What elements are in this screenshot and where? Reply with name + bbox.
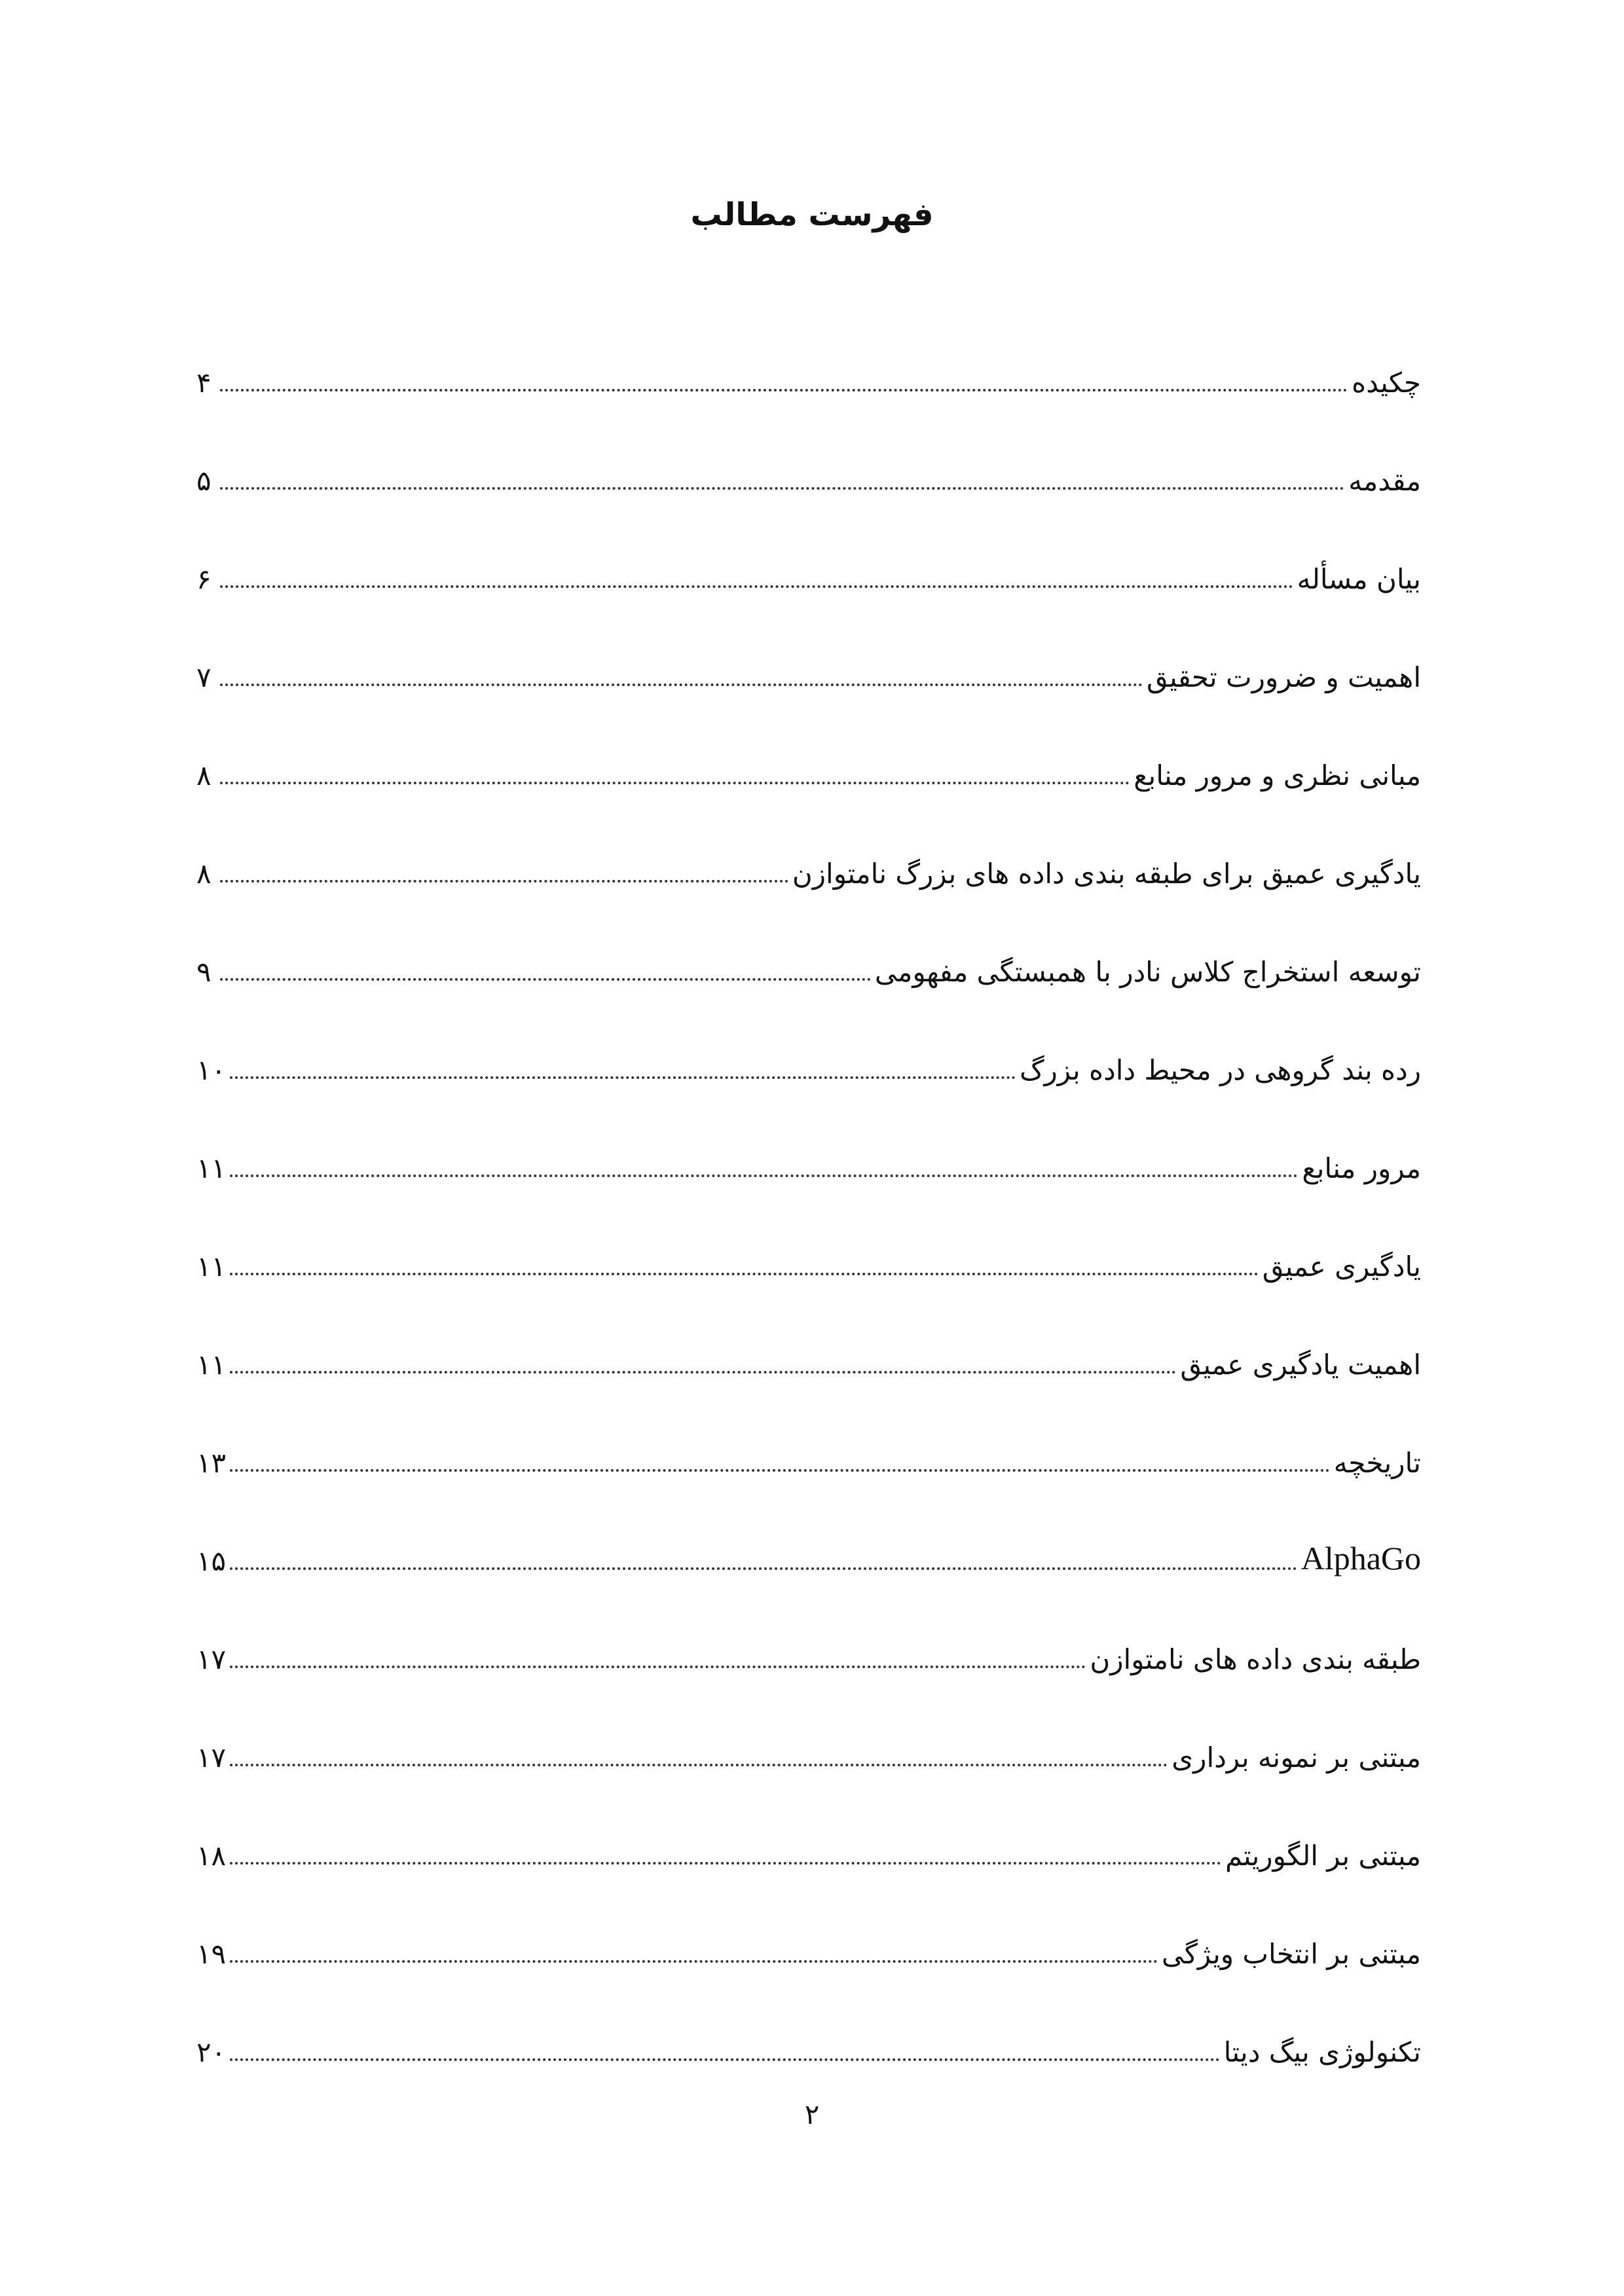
- toc-entry[interactable]: [196, 301, 1421, 399]
- toc-entry[interactable]: [196, 1480, 1421, 1578]
- toc-entry-page: ۱۱: [196, 1250, 227, 1283]
- dot-leader: [220, 880, 788, 883]
- toc-entry[interactable]: [196, 1872, 1421, 1971]
- dot-leader: [220, 585, 1293, 588]
- toc-entry-page: ۱۵: [196, 1544, 227, 1577]
- toc-entry-page: ۷: [196, 661, 212, 693]
- toc-entry-label: اهمیت یادگیری عمیق: [1180, 1348, 1421, 1381]
- toc-entry-label: طبقه بندی داده های نامتوازن: [1090, 1643, 1421, 1675]
- toc-entry-label: مبتنی بر نمونه برداری: [1172, 1741, 1421, 1774]
- toc-entry-page: ۱۳: [196, 1446, 227, 1479]
- toc-entry-label: مبانی نظری و مرور منابع: [1134, 759, 1421, 792]
- toc-entry-page: ۱۱: [196, 1152, 227, 1184]
- toc-entry[interactable]: [196, 498, 1421, 596]
- toc-entry[interactable]: [196, 989, 1421, 1087]
- toc-entry-label: چکیده: [1352, 366, 1421, 399]
- toc-entry[interactable]: [196, 1087, 1421, 1185]
- toc-entry-label: مرور منابع: [1302, 1152, 1421, 1184]
- dot-leader: [230, 1567, 1297, 1570]
- toc-entry-label: مبتنی بر الگوریتم: [1225, 1839, 1421, 1872]
- toc-entry-label: رده بند گروهی در محیط داده بزرگ: [1019, 1053, 1421, 1086]
- toc-entry-label: AlphaGo: [1301, 1540, 1421, 1576]
- toc-entry-page: ۱۸: [196, 1839, 227, 1872]
- dot-leader: [230, 1175, 1298, 1177]
- toc-entry[interactable]: [196, 1971, 1421, 2069]
- dot-leader: [230, 1960, 1158, 1963]
- dot-leader: [220, 782, 1130, 784]
- toc-entry-label: توسعه استخراج کلاس نادر با همبستگی مفهومی: [874, 955, 1421, 988]
- toc-entry-page: ۱۱: [196, 1348, 227, 1381]
- toc-entry-page: ۶: [196, 562, 212, 595]
- dot-leader: [220, 389, 1348, 392]
- toc-entry-label: تاریخچه: [1333, 1446, 1421, 1479]
- dot-leader: [230, 1273, 1259, 1275]
- toc-entry[interactable]: [196, 1283, 1421, 1381]
- dot-leader: [230, 1469, 1330, 1472]
- toc-entry[interactable]: [196, 1774, 1421, 1872]
- toc-entry-label: اهمیت و ضرورت تحقیق: [1146, 661, 1421, 693]
- dot-leader: [230, 1764, 1168, 1766]
- dot-leader: [230, 1076, 1016, 1079]
- toc-title: فهرست مطالب: [690, 196, 934, 233]
- toc-entry-page: ۱۹: [196, 1937, 227, 1970]
- toc-entry[interactable]: [196, 1578, 1421, 1676]
- toc-entry-label: تکنولوژی بیگ دیتا: [1223, 2035, 1421, 2068]
- toc-entry[interactable]: [196, 596, 1421, 694]
- toc-entry-label: بیان مسأله: [1297, 562, 1421, 595]
- toc-entry-page: ۱۷: [196, 1741, 227, 1774]
- dot-leader: [230, 1666, 1086, 1668]
- toc-entry[interactable]: [196, 399, 1421, 498]
- dot-leader: [220, 683, 1143, 686]
- dot-leader: [220, 978, 871, 981]
- toc-entry-page: ۲۰: [196, 2035, 227, 2068]
- toc-entry-page: ۹: [196, 955, 212, 988]
- toc-entry[interactable]: [196, 890, 1421, 989]
- page-number: ۲: [804, 2098, 820, 2130]
- toc-entry[interactable]: [196, 792, 1421, 890]
- dot-leader: [230, 1862, 1221, 1865]
- toc-entry-label: یادگیری عمیق: [1262, 1250, 1421, 1283]
- toc-entry[interactable]: [196, 1676, 1421, 1774]
- toc-entry-label: یادگیری عمیق برای طبقه بندی داده های بزرگ نامتوازن: [792, 857, 1421, 890]
- toc-entry-page: ۸: [196, 759, 212, 792]
- toc-entry-page: ۱۰: [196, 1053, 227, 1086]
- toc-entry[interactable]: [196, 694, 1421, 792]
- dot-leader: [230, 1371, 1176, 1374]
- toc-entry-page: ۱۷: [196, 1643, 227, 1675]
- dot-leader: [230, 2058, 1219, 2061]
- toc-entry-page: ۸: [196, 857, 212, 890]
- toc-entry-page: ۵: [196, 464, 212, 497]
- toc-entry[interactable]: [196, 1381, 1421, 1480]
- toc-entry-label: مبتنی بر انتخاب ویژگی: [1161, 1937, 1421, 1970]
- toc-entry-label: مقدمه: [1348, 464, 1421, 497]
- toc-entry-page: ۴: [196, 366, 212, 399]
- table-of-contents: [196, 301, 1421, 2069]
- toc-entry[interactable]: [196, 1185, 1421, 1283]
- dot-leader: [220, 487, 1344, 490]
